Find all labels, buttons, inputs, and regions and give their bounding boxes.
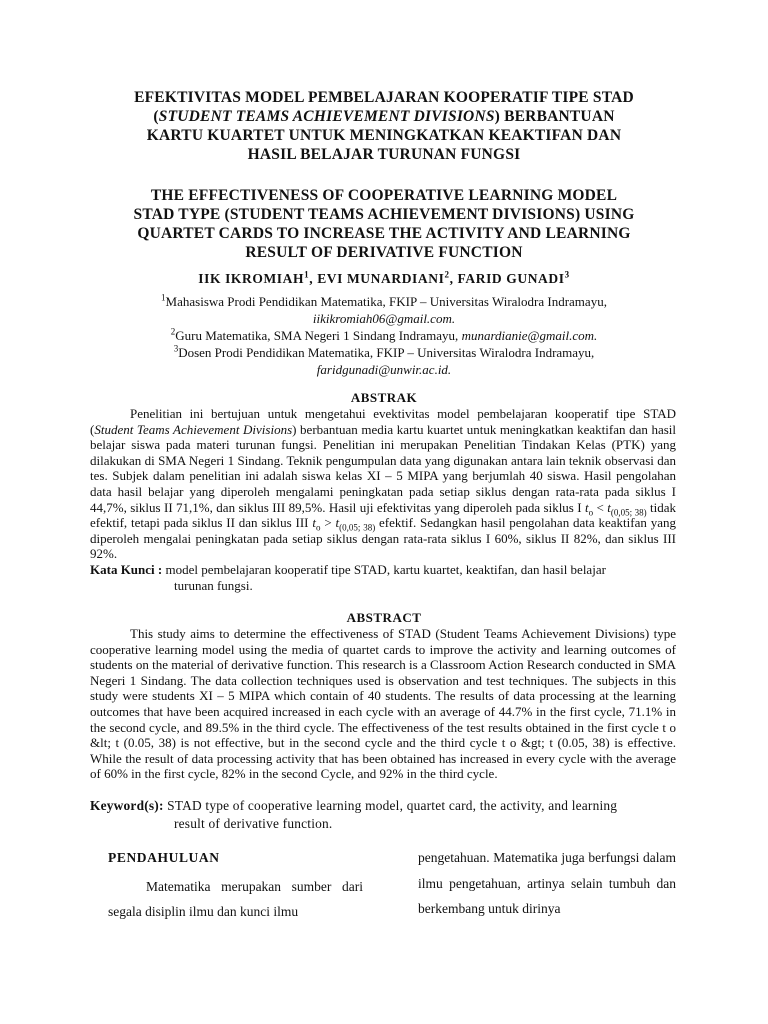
title-id-line-4: HASIL BELAJAR TURUNAN FUNGSI [247,146,521,163]
abstract-body: This study aims to determine the effectiveness of STAD (Student Teams Achievement Divisions) type cooperative learning model using the media of quartet cards to improve the activity and learning outcomes of students on the material of derivative function. This research is a Classroom Action Research conducted in SMA Negeri 1 Sindang. The data collection techniques used is observation and test techniques. The subjects in this study were students XI – 5 MIPA which contain of 40 students. The results of data processing at the learning outcomes that have been acquired increased in each cycle with an average of 44.7% in the first cycle, 71.1% in the second cycle, and 89.5% in the third cycle. The effectiveness of the test results obtained in the first cycle t o &lt; t (0.05, 38) is not effective, but in the second cycle and the third cycle t o &gt; t (0.05, 38) is effective. While the result of data processing activity that has been obtained has increased in every cycle with the average of 60% in the first cycle, 82% in the second Cycle, and 92% in the third cycle. [90,626,676,782]
affiliation-2: $^2$Guru Matematika, SMA Negeri 1 Sindang Indramayu, munardianie@gmail.com. [170,326,598,343]
author-list: IIK IKROMIAH$^1$, EVI MUNARDIANI$^2$, FARID GUNADI$^3$ [198,269,570,286]
author-2: EVI MUNARDIANI [317,271,445,286]
keywords-label: Keyword(s): [90,798,164,813]
title-en-line-2: STAD TYPE (STUDENT TEAMS ACHIEVEMENT DIVISIONS) USING [133,206,635,223]
title-id-line-1: EFEKTIVITAS MODEL PEMBELAJARAN KOOPERATIF TIPE STAD [134,89,634,106]
pendahuluan-heading: PENDAHULUAN [108,850,220,865]
title-id-italic: STUDENT TEAMS ACHIEVEMENT DIVISIONS [158,108,495,125]
abstract-heading: ABSTRACT [346,610,422,625]
column-left [108,845,363,925]
title-en-line-1: THE EFFECTIVENESS OF COOPERATIVE LEARNING MODEL [150,187,618,204]
author-1: IIK IKROMIAH [198,271,305,286]
kata-kunci-label: Kata Kunci : [90,562,163,577]
pendahuluan-text-right: pengetahuan. Matematika juga berfungsi dalam ilmu pengetahuan, artinya selain tumbuh dan berkembang untuk dirinya [418,850,676,916]
column-right [418,845,676,922]
kata-kunci: Kata Kunci : model pembelajaran kooperatif tipe STAD, kartu kuartet, keaktifan, dan hasil belajar turunan fungsi. [90,562,606,593]
title-en-line-3: QUARTET CARDS TO INCREASE THE ACTIVITY AND LEARNING [137,225,631,242]
email-author-3: faridgunadi@unwir.ac.id. [316,362,452,377]
abstrak-heading: ABSTRAK [350,390,418,405]
email-author-2: munardianie@gmail.com. [461,328,598,343]
affiliation-1: $^1$Mahasiswa Prodi Pendidikan Matematika, FKIP – Universitas Wiralodra Indramayu, iikikromiah06@gmail.com. [70,293,698,327]
author-3: FARID GUNADI [457,271,565,286]
affiliation-3: $^3$Dosen Prodi Pendidikan Matematika, FKIP – Universitas Wiralodra Indramayu, faridgunadi@unwir.ac.id. [70,344,698,378]
title-en-line-4: RESULT OF DERIVATIVE FUNCTION [245,244,523,261]
title-id-line-3: KARTU KUARTET UNTUK MENINGKATKAN KEAKTIFAN DAN [146,127,622,144]
keywords: Keyword(s): STAD type of cooperative learning model, quartet card, the activity, and learning result of derivative function. [90,798,618,831]
email-author-1: iikikromiah06@gmail.com. [312,311,456,326]
title-id-line-2: (STUDENT TEAMS ACHIEVEMENT DIVISIONS) BERBANTUAN [153,108,615,125]
title-english [70,186,698,262]
abstrak-body: Penelitian ini bertujuan untuk mengetahui evektivitas model pembelajaran kooperatif tipe STAD (Student Teams Achievement Divisions) berbantuan media kartu kuartet untuk meningkatkan keaktifan dan hasil belajar siswa pada materi turunan fungsi. Penelitian ini merupakan Penelitian Tindakan Kelas (PTK) yang dilakukan di SMA Negeri 1 Sindang. Teknik pengumpulan data yang digunakan antara lain teknik observasi dan tes. Subjek dalam penelitian ini adalah siswa kelas XI – 5 MIPA yang berjumlah 40 siswa. Hasil pengolahan data hasil belajar yang diperoleh mengalami peningkatan pada setiap siklus dengan rata-rata pada siklus I 44,7%, siklus II 71,1%, dan siklus III 89,5%. Hasil uji efektivitas yang diperoleh pada siklus I $t_o < t_{(0,05; 38)}$ tidak efektif, tetapi pada siklus II dan siklus III $t_o > t_{(0,05; 38)}$ efektif. Sedangkan hasil pengolahan data keaktifan yang diperoleh mengalai peningkatan pada setiap siklus dengan rata-rata siklus I 60%, siklus II 82%, dan siklus III 92%. [90,406,677,562]
title-indonesian [70,88,698,164]
pendahuluan-text-left: Matematika merupakan sumber dari segala disiplin ilmu dan kunci ilmu [108,878,363,919]
